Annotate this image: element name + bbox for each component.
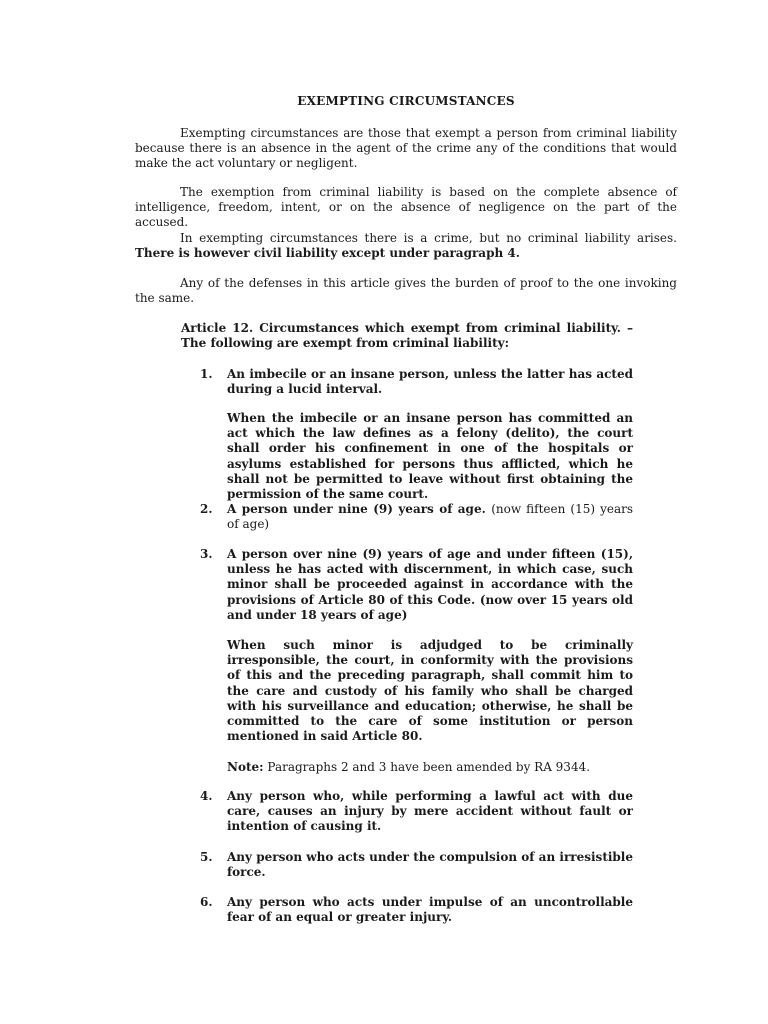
paragraph-basis-text: The exemption from criminal liability is based on the complete absence of intelligence, freedom, intent, or on the absence of negligence on the part of the accused.: [135, 185, 677, 230]
list-item-number: 6.: [200, 895, 213, 909]
note-text: Paragraphs 2 and 3 have been amended by RA 9344.: [267, 760, 591, 774]
list-item-text-wrap: [227, 547, 633, 623]
list-item-number: 5.: [200, 850, 213, 864]
list-item-number: 3.: [200, 547, 213, 561]
list-item-number: 1.: [200, 367, 213, 381]
list-item-amendment: (now over 15 years old and under 18 years of age): [227, 592, 634, 622]
list-item-4: [200, 789, 633, 835]
list-item-5: [200, 850, 633, 880]
amendment-note: [227, 760, 633, 775]
list-item-text-wrap: [227, 502, 633, 532]
note-label: Note:: [227, 760, 264, 774]
paragraph-burden-of-proof: [135, 276, 677, 306]
list-item-3: [200, 547, 633, 623]
paragraph-civil-liability-text: There is however civil liability except under paragraph 4.: [135, 246, 520, 261]
list-item-6: [200, 895, 633, 925]
paragraph-definition-text: Exempting circumstances are those that exempt a person from criminal liability because there is an absence in the agent of the crime any of the conditions that would make the act voluntary or negligent.: [135, 126, 677, 171]
item-1-subparagraph: When the imbecile or an insane person has committed an act which the law defines as a felony (delito), the court shall order his confinement in one of the hospitals or asylums established for persons thus afflicted, which he shall not be permitted to leave without first obtaining the permission of the same court.: [227, 411, 633, 502]
article-heading: Article 12. Circumstances which exempt from criminal liability. – The following are exempt from criminal liability:: [181, 321, 633, 351]
list-item-number: 2.: [200, 502, 213, 516]
list-item-text: Any person who acts under the compulsion of an irresistible force.: [227, 850, 633, 880]
paragraph-burden-text: Any of the defenses in this article gives the burden of proof to the one invoking the same.: [135, 276, 677, 306]
paragraph-definition: [135, 126, 677, 172]
list-item-amendment: (now fifteen (15) years of age): [227, 502, 633, 532]
list-item-text: Any person who, while performing a lawful act with due care, causes an injury by mere accident without fault or intention of causing it.: [227, 789, 633, 834]
paragraph-civil-liability: [135, 231, 677, 261]
paragraph-basis: [135, 185, 677, 231]
list-item-text: An imbecile or an insane person, unless the latter has acted during a lucid interval.: [227, 367, 633, 397]
paragraph-crime-text: In exempting circumstances there is a crime, but no criminal liability arises.: [180, 231, 677, 245]
list-item-text: A person under nine (9) years of age.: [227, 502, 486, 516]
list-item-2: [200, 502, 633, 532]
list-item-text: A person over nine (9) years of age and under fifteen (15), unless he has acted with discernment, in which case, such minor shall be proceeded against in accordance with the provisions of Article 80 of this Code.: [227, 547, 633, 607]
document-title: EXEMPTING CIRCUMSTANCES: [297, 94, 515, 108]
item-3-subparagraph: When such minor is adjudged to be criminally irresponsible, the court, in conformity with the provisions of this and the preceding paragraph, shall commit him to the care and custody of his family who shall be charged with his surveillance and education; otherwise, he shall be committed to the care of some institution or person mentioned in said Article 80.: [227, 638, 633, 744]
list-item-text: Any person who acts under impulse of an uncontrollable fear of an equal or greater injury.: [227, 895, 633, 925]
list-item-number: 4.: [200, 789, 213, 803]
list-item-1: [200, 367, 633, 397]
